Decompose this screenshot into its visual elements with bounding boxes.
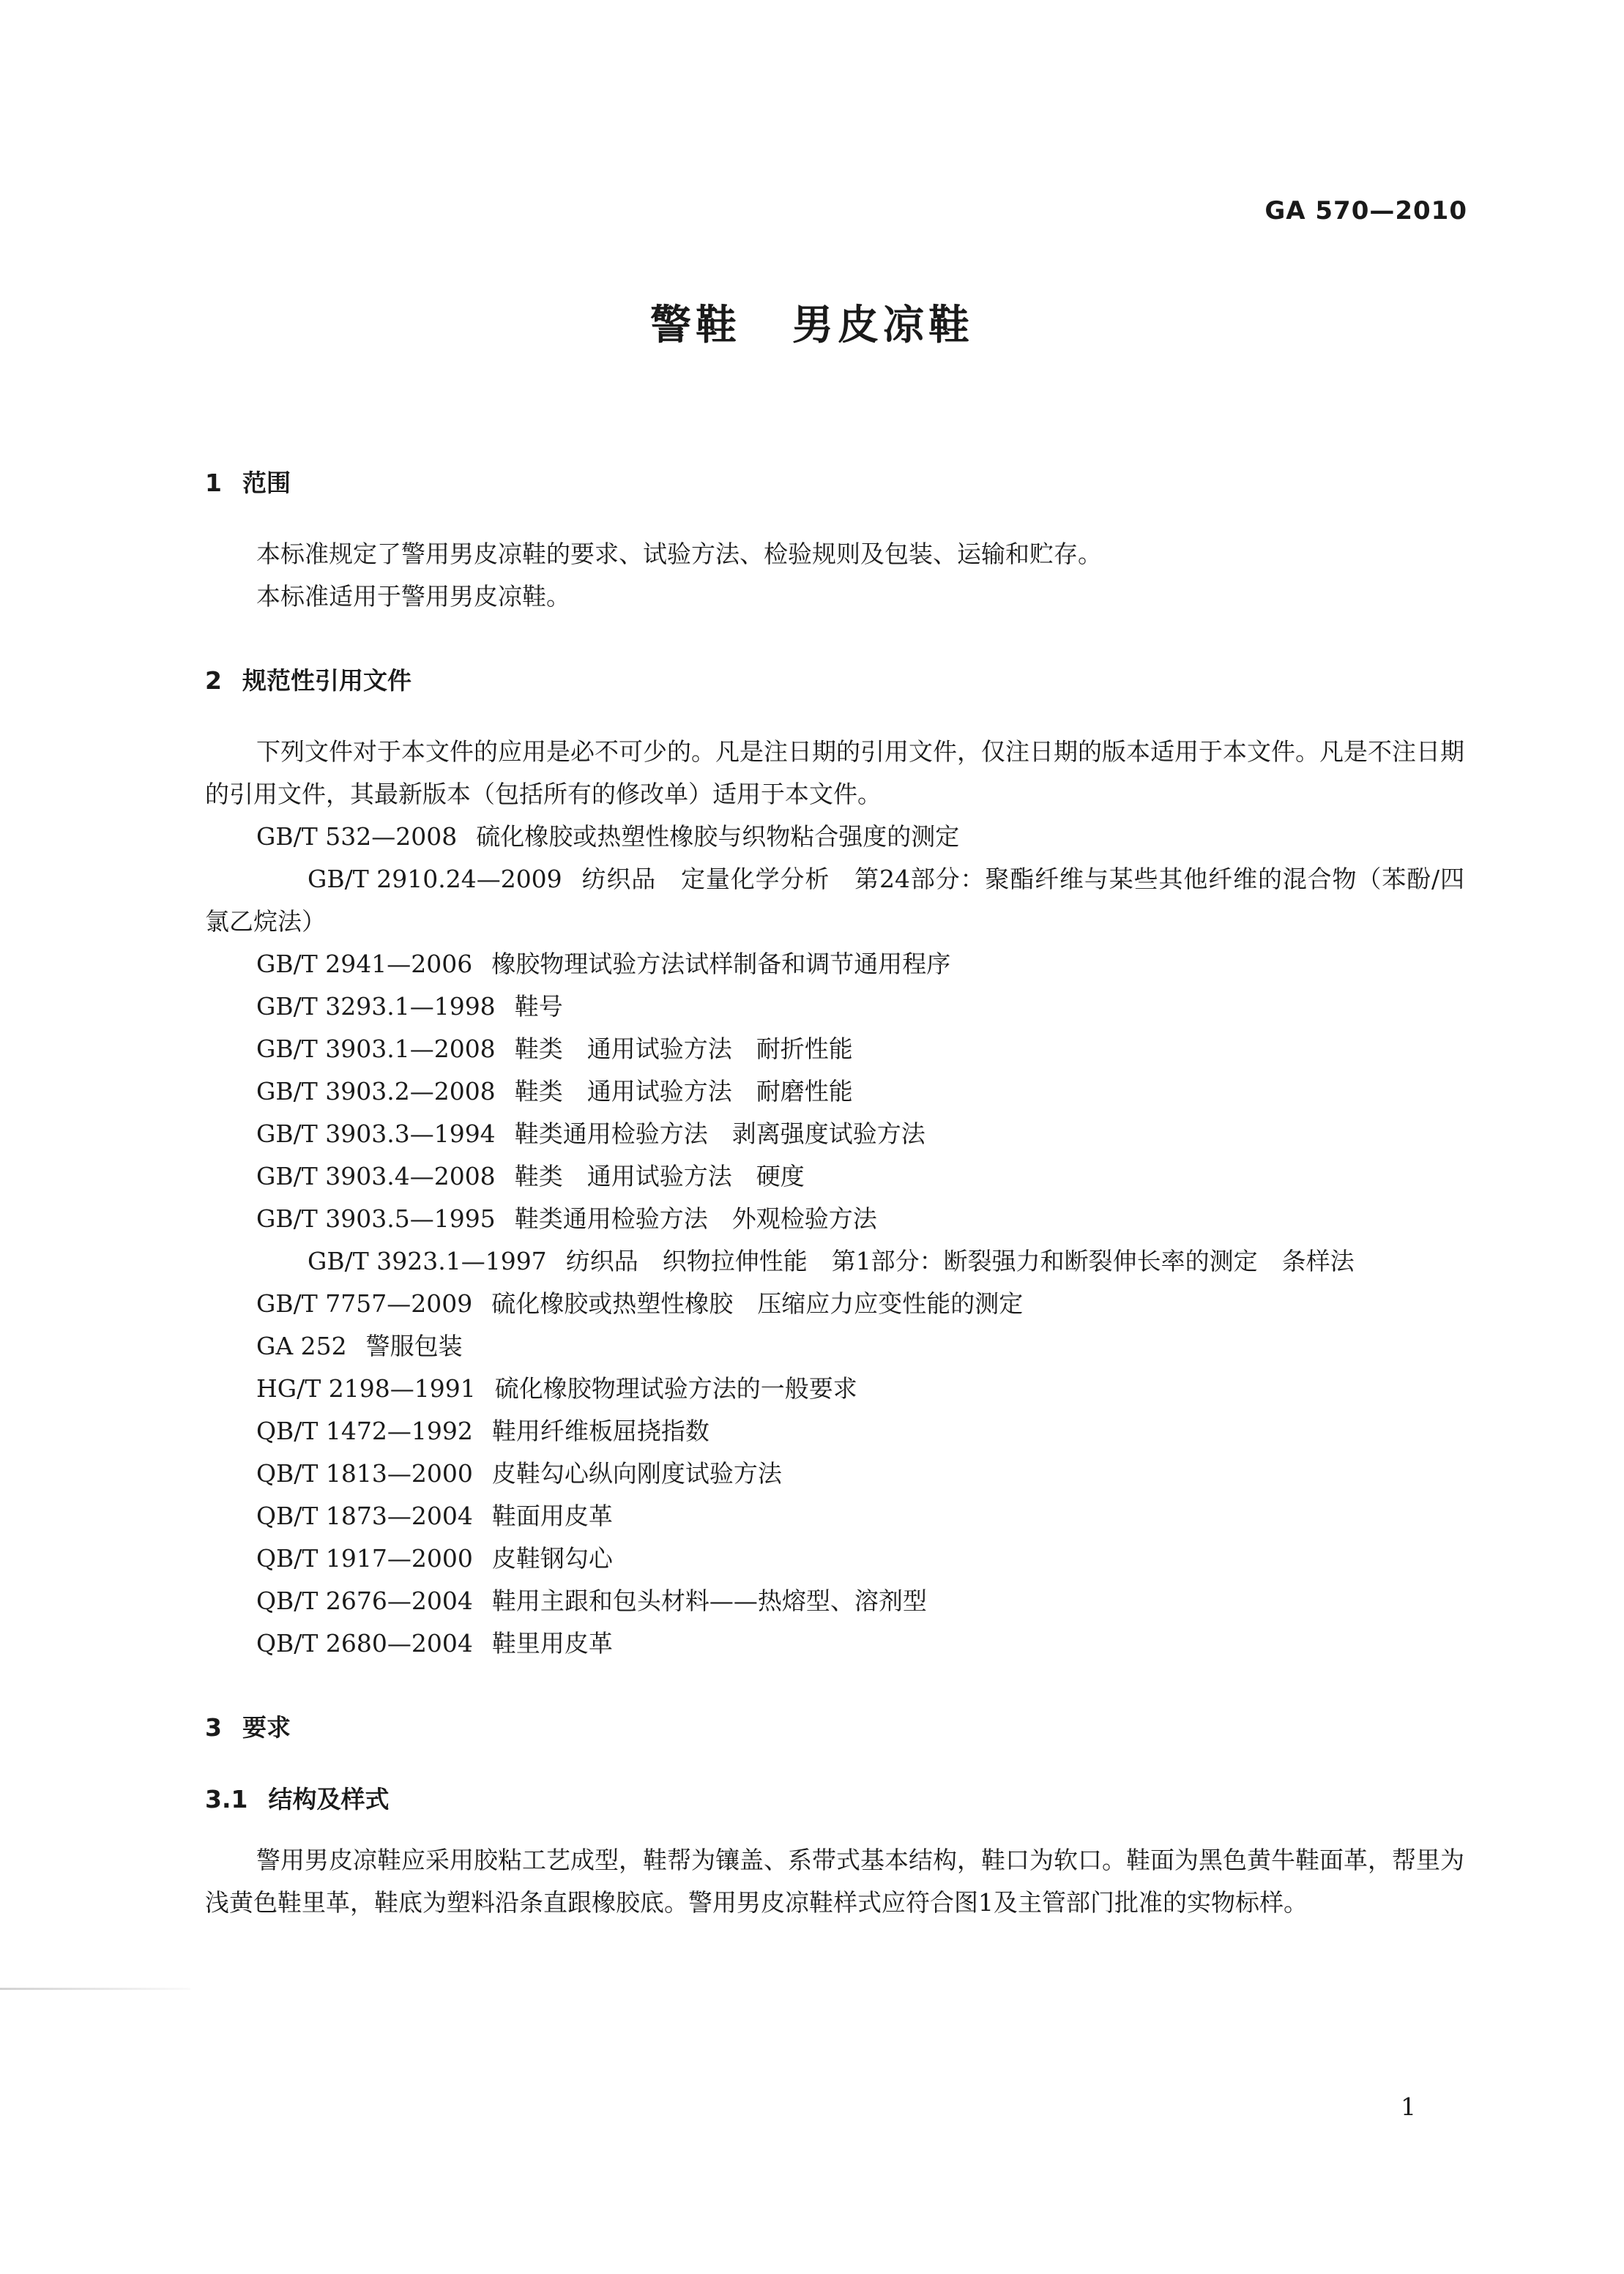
reference-title: 鞋类 通用试验方法 耐磨性能 [514, 1077, 853, 1106]
document-title [0, 293, 1624, 351]
reference-code: GB/T 3903.3—1994 [256, 1119, 496, 1148]
paragraph: 本标准适用于警用男皮凉鞋。 [256, 582, 570, 611]
reference-code: GA 252 [256, 1332, 347, 1360]
standard-code: GA 570—2010 [1264, 196, 1467, 225]
reference-title: 鞋类通用检验方法 剥离强度试验方法 [514, 1119, 925, 1148]
reference-code: GB/T 3293.1—1998 [256, 992, 496, 1021]
reference-title: 鞋号 [514, 992, 563, 1021]
document-body [205, 461, 1464, 1924]
reference-item [205, 1028, 1464, 1070]
reference-item [205, 1283, 1464, 1325]
reference-title: 鞋类 通用试验方法 硬度 [514, 1162, 805, 1190]
reference-item [205, 943, 1464, 985]
reference-code: QB/T 1813—2000 [256, 1459, 473, 1488]
section-2-heading [205, 659, 1464, 703]
reference-item [205, 1155, 1464, 1198]
reference-title: 硫化橡胶或热塑性橡胶与织物粘合强度的测定 [476, 822, 960, 851]
reference-title: 警服包装 [365, 1332, 463, 1360]
section-number: 2 [205, 666, 222, 695]
reference-item [205, 1622, 1464, 1665]
reference-code: QB/T 1873—2004 [256, 1502, 473, 1530]
reference-code: GB/T 532—2008 [256, 822, 458, 851]
reference-item [205, 1368, 1464, 1410]
subsection-number: 3.1 [205, 1785, 248, 1813]
reference-title: 鞋里用皮革 [491, 1629, 613, 1658]
reference-item [205, 858, 1464, 943]
reference-item [205, 1325, 1464, 1368]
reference-code: HG/T 2198—1991 [256, 1374, 476, 1403]
reference-code: GB/T 3903.4—2008 [256, 1162, 496, 1190]
reference-code: GB/T 3903.5—1995 [256, 1204, 496, 1233]
reference-item [205, 985, 1464, 1028]
paragraph: 下列文件对于本文件的应用是必不可少的。凡是注日期的引用文件，仅注日期的版本适用于本文件。凡是不注日期的引用文件，其最新版本（包括所有的修改单）适用于本文件。 [205, 737, 1464, 808]
section-1-heading [205, 461, 1464, 505]
section-3-heading [205, 1706, 1464, 1750]
section-title: 规范性引用文件 [242, 666, 411, 695]
reference-code: GB/T 3903.2—2008 [256, 1077, 496, 1106]
scan-artifact [0, 1988, 190, 1990]
reference-code: QB/T 2676—2004 [256, 1587, 473, 1615]
reference-code: GB/T 2910.24—2009 [308, 865, 562, 893]
reference-title: 皮鞋钢勾心 [491, 1544, 613, 1573]
reference-title: 鞋用纤维板屈挠指数 [491, 1417, 709, 1445]
reference-title: 纺织品 织物拉伸性能 第1部分：断裂强力和断裂伸长率的测定 条样法 [565, 1247, 1355, 1275]
reference-item [205, 1070, 1464, 1113]
reference-title: 鞋用主跟和包头材料——热熔型、溶剂型 [491, 1587, 927, 1615]
reference-item [205, 1453, 1464, 1495]
reference-title: 纺织品 定量化学分析 第24部分：聚酯纤维与某些其他纤维的混合物（苯酚/四氯乙烷法） [205, 865, 1464, 936]
reference-code: QB/T 1472—1992 [256, 1417, 473, 1445]
paragraph: 警用男皮凉鞋应采用胶粘工艺成型，鞋帮为镶盖、系带式基本结构，鞋口为软口。鞋面为黑色黄牛鞋面革，帮里为浅黄色鞋里革，鞋底为塑料沿条直跟橡胶底。警用男皮凉鞋样式应符合图1及主管部门批准的实物标样。 [205, 1846, 1464, 1917]
paragraph: 本标准规定了警用男皮凉鞋的要求、试验方法、检验规则及包装、运输和贮存。 [256, 540, 1102, 568]
title-part-2: 男皮凉鞋 [792, 302, 974, 349]
reference-item [205, 816, 1464, 858]
title-part-1: 警鞋 [650, 302, 741, 349]
reference-code: GB/T 2941—2006 [256, 950, 473, 978]
reference-title: 鞋面用皮革 [491, 1502, 613, 1530]
reference-title: 硫化橡胶或热塑性橡胶 压缩应力应变性能的测定 [491, 1289, 1024, 1318]
reference-item [205, 1537, 1464, 1580]
reference-item [205, 1113, 1464, 1155]
section-number: 3 [205, 1713, 222, 1742]
reference-item [205, 1410, 1464, 1453]
reference-item [205, 1580, 1464, 1622]
reference-item [205, 1198, 1464, 1240]
reference-item [205, 1495, 1464, 1537]
reference-title: 鞋类通用检验方法 外观检验方法 [514, 1204, 877, 1233]
section-title: 范围 [242, 469, 291, 497]
page-number: 1 [1401, 2092, 1416, 2121]
reference-code: GB/T 3903.1—2008 [256, 1035, 496, 1063]
reference-title: 橡胶物理试验方法试样制备和调节通用程序 [491, 950, 951, 978]
reference-item [205, 1240, 1464, 1283]
reference-code: QB/T 1917—2000 [256, 1544, 473, 1573]
reference-title: 皮鞋勾心纵向刚度试验方法 [491, 1459, 782, 1488]
reference-code: QB/T 2680—2004 [256, 1629, 473, 1658]
subsection-title: 结构及样式 [268, 1785, 390, 1813]
section-title: 要求 [242, 1713, 291, 1742]
subsection-3-1-heading [205, 1778, 1464, 1822]
reference-title: 硫化橡胶物理试验方法的一般要求 [494, 1374, 857, 1403]
reference-code: GB/T 7757—2009 [256, 1289, 473, 1318]
section-number: 1 [205, 469, 222, 497]
reference-title: 鞋类 通用试验方法 耐折性能 [514, 1035, 853, 1063]
reference-code: GB/T 3923.1—1997 [308, 1247, 547, 1275]
